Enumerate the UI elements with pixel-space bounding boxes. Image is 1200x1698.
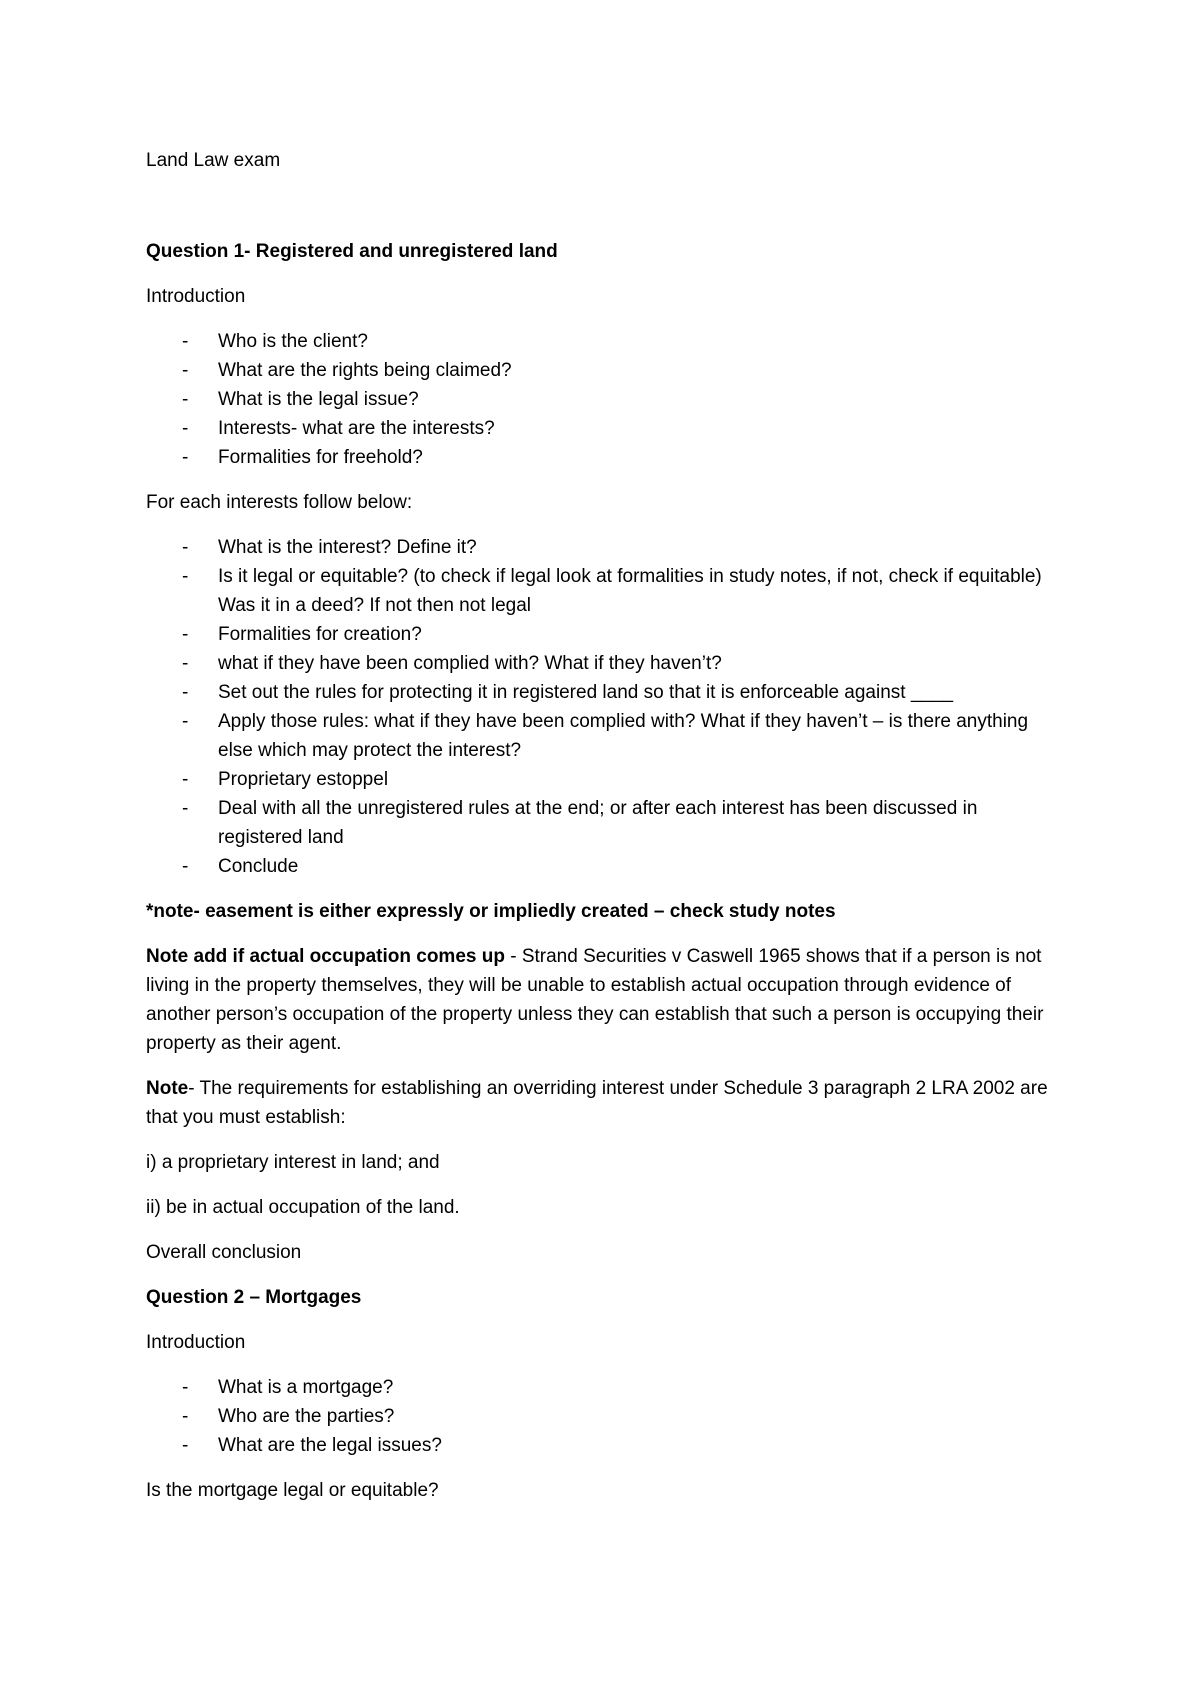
list-item: - Apply those rules: what if they have been complied with? What if they haven’t – is there anything else which may protect the interest? — [182, 711, 1029, 761]
document-title: Land Law exam — [146, 150, 281, 171]
note-text: - Strand Securities v Caswell 1965 shows that if a person is not living in the property themselves, they will be unable to establish actual occupation through evidence of another person’s occupation of the property unless they can establish that such a person is occupying their property as their agent. — [146, 946, 1044, 1054]
list-item: - What is the legal issue? — [182, 389, 419, 410]
note-label: Note add if actual occupation comes up — [146, 946, 505, 967]
list-item: - Formalities for creation? — [182, 624, 422, 645]
list-item: - what if they have been complied with? What if they haven’t? — [182, 653, 722, 674]
list-item: - Is it legal or equitable? (to check if legal look at formalities in study notes, if not, check if equitable) Was it in a deed? If not then not legal — [182, 566, 1042, 616]
actual-occupation-note — [146, 942, 1066, 1058]
requirement-1: i) a proprietary interest in land; and — [146, 1152, 440, 1173]
easement-note: *note- easement is either expressly or impliedly created – check study notes — [146, 901, 836, 922]
list-item: - Who are the parties? — [182, 1406, 395, 1427]
list-item: - Who is the client? — [182, 331, 368, 352]
overall-conclusion: Overall conclusion — [146, 1242, 302, 1263]
q2-heading: Question 2 – Mortgages — [146, 1287, 362, 1308]
note-text: - The requirements for establishing an overriding interest under Schedule 3 paragraph 2 LRA 2002 are that you must establish: — [146, 1078, 1048, 1128]
document-body — [146, 146, 1066, 1521]
list-item: - What is a mortgage? — [182, 1377, 394, 1398]
list-item: - Proprietary estoppel — [182, 769, 389, 790]
overriding-interest-note — [146, 1074, 1066, 1132]
requirement-2: ii) be in actual occupation of the land. — [146, 1197, 460, 1218]
q2-intro-label: Introduction — [146, 1332, 246, 1353]
list-item: - What is the interest? Define it? — [182, 537, 477, 558]
list-item: - Interests- what are the interests? — [182, 418, 495, 439]
list-item: - What are the rights being claimed? — [182, 360, 512, 381]
list-item: - Conclude — [182, 856, 299, 877]
q1-heading: Question 1- Registered and unregistered land — [146, 241, 558, 262]
q1-intro-list — [146, 327, 1066, 472]
q2-question: Is the mortgage legal or equitable? — [146, 1480, 439, 1501]
q1-intro-label: Introduction — [146, 286, 246, 307]
q2-intro-list — [146, 1373, 1066, 1460]
note-label: Note — [146, 1078, 189, 1099]
list-item: - What are the legal issues? — [182, 1435, 442, 1456]
q1-each-list — [146, 533, 1066, 881]
list-item: - Formalities for freehold? — [182, 447, 423, 468]
list-item: - Set out the rules for protecting it in registered land so that it is enforceable against ____ — [182, 682, 954, 703]
q1-each-heading: For each interests follow below: — [146, 492, 413, 513]
list-item: - Deal with all the unregistered rules at the end; or after each interest has been discussed in registered land — [182, 798, 978, 848]
